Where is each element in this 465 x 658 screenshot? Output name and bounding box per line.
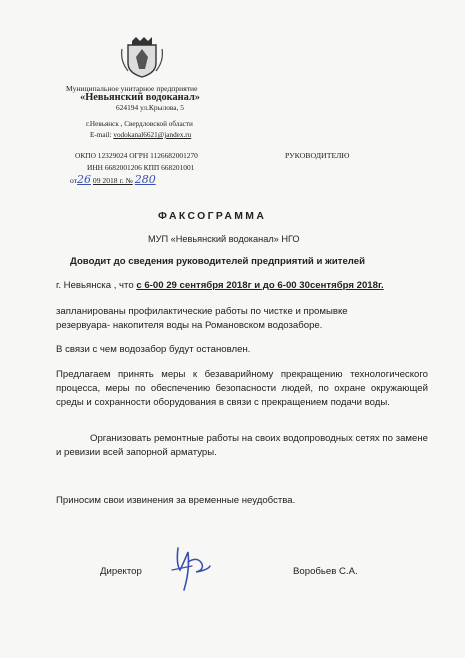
recipient: РУКОВОДИТЕЛЮ [285, 151, 350, 160]
signer-role: Директор [100, 566, 142, 577]
org-type: Муниципальное унитарное предприятие [66, 84, 198, 93]
body-line-4: резервуара- накопителя воды на Романовском водозаборе. [56, 320, 323, 331]
signer-name: Воробьев С.А. [293, 566, 358, 577]
doc-number: 280 [134, 173, 156, 186]
paragraph-measures: Предлагаем принять меры к безаварийному прекращению технологического процесса, меры по обеспечению безопасности людей, по охране окружающей среды и сохранности оборудования в связи с прекращением подачи воды. [56, 369, 428, 408]
body-line-2-prefix: г. Невьянска , что [56, 280, 137, 291]
paragraph-repairs: Организовать ремонтные работы на своих водопроводных сетях по замене и ревизии всей запорной арматуры. [56, 433, 428, 458]
inn-kpp: ИНН 6682001206 КПП 668201001 [87, 163, 195, 172]
outage-dates: с 6-00 29 сентября 2018г и до 6-00 30сентября 2018г. [136, 280, 384, 291]
body-line-1: Доводит до сведения руководителей предприятий и жителей [70, 256, 365, 267]
body-line-2 [56, 279, 384, 293]
email-link[interactable]: vodokanal6621@jandex.ru [113, 131, 192, 139]
coat-of-arms-icon [118, 35, 166, 79]
email-line [90, 131, 191, 139]
address-city: г.Невьянск , Свердловской области [86, 120, 193, 128]
date-number-line [70, 173, 156, 186]
handwritten-signature-icon [158, 540, 228, 596]
body-line-5: В связи с чем водозабор будут остановлен. [56, 344, 251, 355]
body-line-3: запланированы профилактические работы по чистке и промывке [56, 306, 348, 317]
document-subtitle: МУП «Невьянский водоканал» НГО [148, 234, 300, 244]
date-day: 26 [77, 173, 92, 186]
document-title: ФАКСОГРАММА [158, 211, 267, 222]
okpo-ogrn: ОКПО 12329024 ОГРН 1126682001270 [75, 151, 198, 160]
date-rest: 09 2018 г. № [92, 176, 133, 185]
email-label: E-mail: [90, 131, 114, 139]
org-name: «Невьянский водоканал» [80, 92, 200, 103]
apology-line: Приносим свои извинения за временные неудобства. [56, 495, 296, 506]
address-street: 624194 ул.Крылова, 5 [116, 103, 184, 112]
date-prefix: от [70, 176, 78, 185]
